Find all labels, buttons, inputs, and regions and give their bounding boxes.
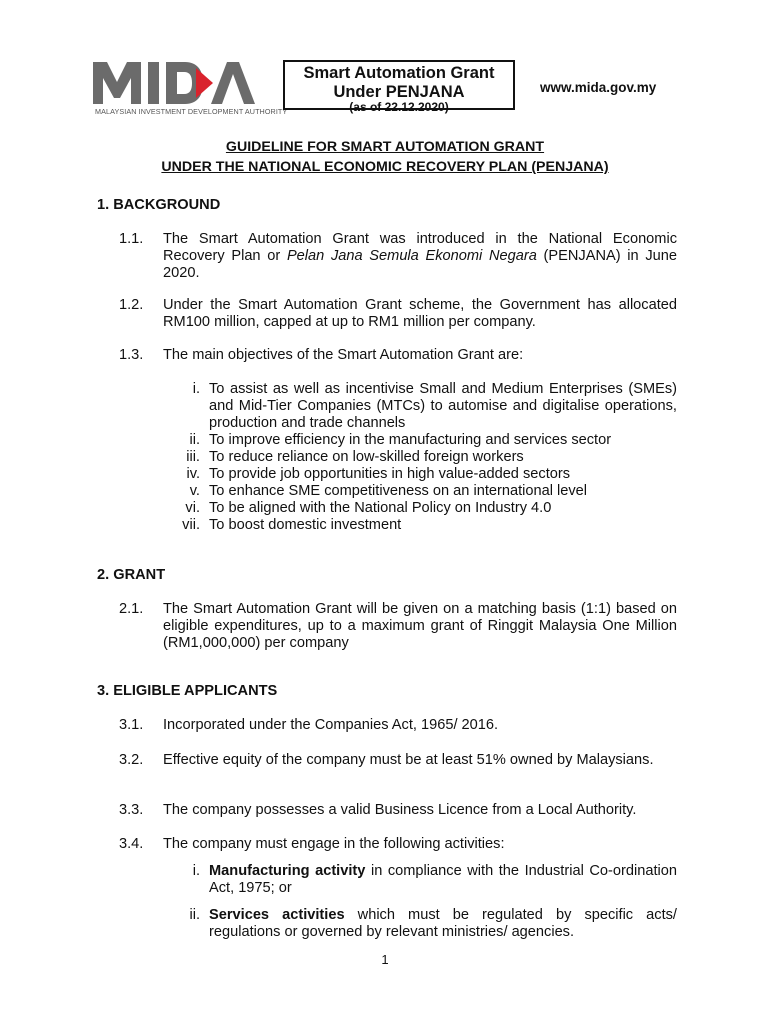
para-1-2: Under the Smart Automation Grant scheme, the Government has allocated RM100 million, capped at up to RM1 million per company.: [163, 297, 677, 330]
activity-text: Manufacturing activity in compliance with the Industrial Co-ordination Act, 1975; or: [209, 863, 677, 896]
doc-title-line2: UNDER THE NATIONAL ECONOMIC RECOVERY PLAN (PENJANA): [161, 159, 609, 175]
page-number: 1: [381, 952, 389, 967]
para-3-1-number: 3.1.: [119, 717, 144, 733]
objective-text: To enhance SME competitiveness on an international level: [209, 483, 588, 499]
para-2-1: The Smart Automation Grant will be given on a matching basis (1:1) based on eligible expenditures, up to a maximum grant of Ringgit Malaysia One Million (RM1,000,000) per company: [163, 601, 677, 651]
activity-number: i.: [192, 863, 200, 879]
para-3-4-number: 3.4.: [119, 836, 144, 852]
activity-number: ii.: [189, 907, 200, 923]
para-1-2-number: 1.2.: [119, 297, 144, 313]
para-1-1-number: 1.1.: [119, 231, 144, 247]
para-3-1: Incorporated under the Companies Act, 1965/ 2016.: [163, 717, 499, 733]
objective-text: To provide job opportunities in high value-added sectors: [209, 466, 571, 482]
objective-number: iii.: [186, 449, 200, 465]
para-2-1-number: 2.1.: [119, 601, 144, 617]
objective-text: To reduce reliance on low-skilled foreign workers: [209, 449, 524, 465]
objective-number: ii.: [189, 432, 200, 448]
objective-text: To boost domestic investment: [209, 517, 402, 533]
para-3-3-number: 3.3.: [119, 802, 144, 818]
para-3-2: Effective equity of the company must be at least 51% owned by Malaysians.: [163, 752, 654, 768]
para-3-4: The company must engage in the following activities:: [163, 836, 505, 852]
objective-text: To assist as well as incentivise Small and Medium Enterprises (SMEs) and Mid-Tier Companies (MTCs) to automise and digitalise operations, production and trade channels: [209, 381, 677, 431]
section-2-heading: 2. GRANT: [97, 567, 166, 583]
para-3-2-number: 3.2.: [119, 752, 144, 768]
para-3-3: The company possesses a valid Business Licence from a Local Authority.: [163, 802, 637, 818]
objective-number: vi.: [185, 500, 200, 516]
objective-number: iv.: [186, 466, 200, 482]
objective-text: To be aligned with the National Policy on Industry 4.0: [209, 500, 552, 516]
doc-title-line1: GUIDELINE FOR SMART AUTOMATION GRANT: [225, 139, 545, 155]
para-1-3: The main objectives of the Smart Automation Grant are:: [163, 347, 524, 363]
section-1-heading: 1. BACKGROUND: [97, 197, 221, 213]
objective-number: i.: [192, 381, 200, 397]
grant-title-line2: Under PENJANA: [333, 83, 465, 101]
activity-text: Services activities which must be regulated by specific acts/ regulations or governed by relevant ministries/ agencies.: [209, 907, 677, 940]
as-of-date: (as of 22.12.2020): [349, 100, 449, 114]
mida-logo-mark: [93, 60, 258, 106]
objective-number: v.: [189, 483, 200, 499]
section-3-heading: 3. ELIGIBLE APPLICANTS: [97, 683, 278, 699]
grant-title-line1: Smart Automation Grant: [303, 64, 495, 82]
website-url: www.mida.gov.my: [540, 80, 657, 95]
objective-number: vii.: [182, 517, 200, 533]
logo-tagline: MALAYSIAN INVESTMENT DEVELOPMENT AUTHORITY: [95, 107, 288, 116]
para-1-3-number: 1.3.: [119, 347, 144, 363]
objective-text: To improve efficiency in the manufacturing and services sector: [209, 432, 612, 448]
para-1-1: The Smart Automation Grant was introduced in the National Economic Recovery Plan or Pelan Jana Semula Ekonomi Negara (PENJANA) in June 2020.: [163, 231, 677, 281]
